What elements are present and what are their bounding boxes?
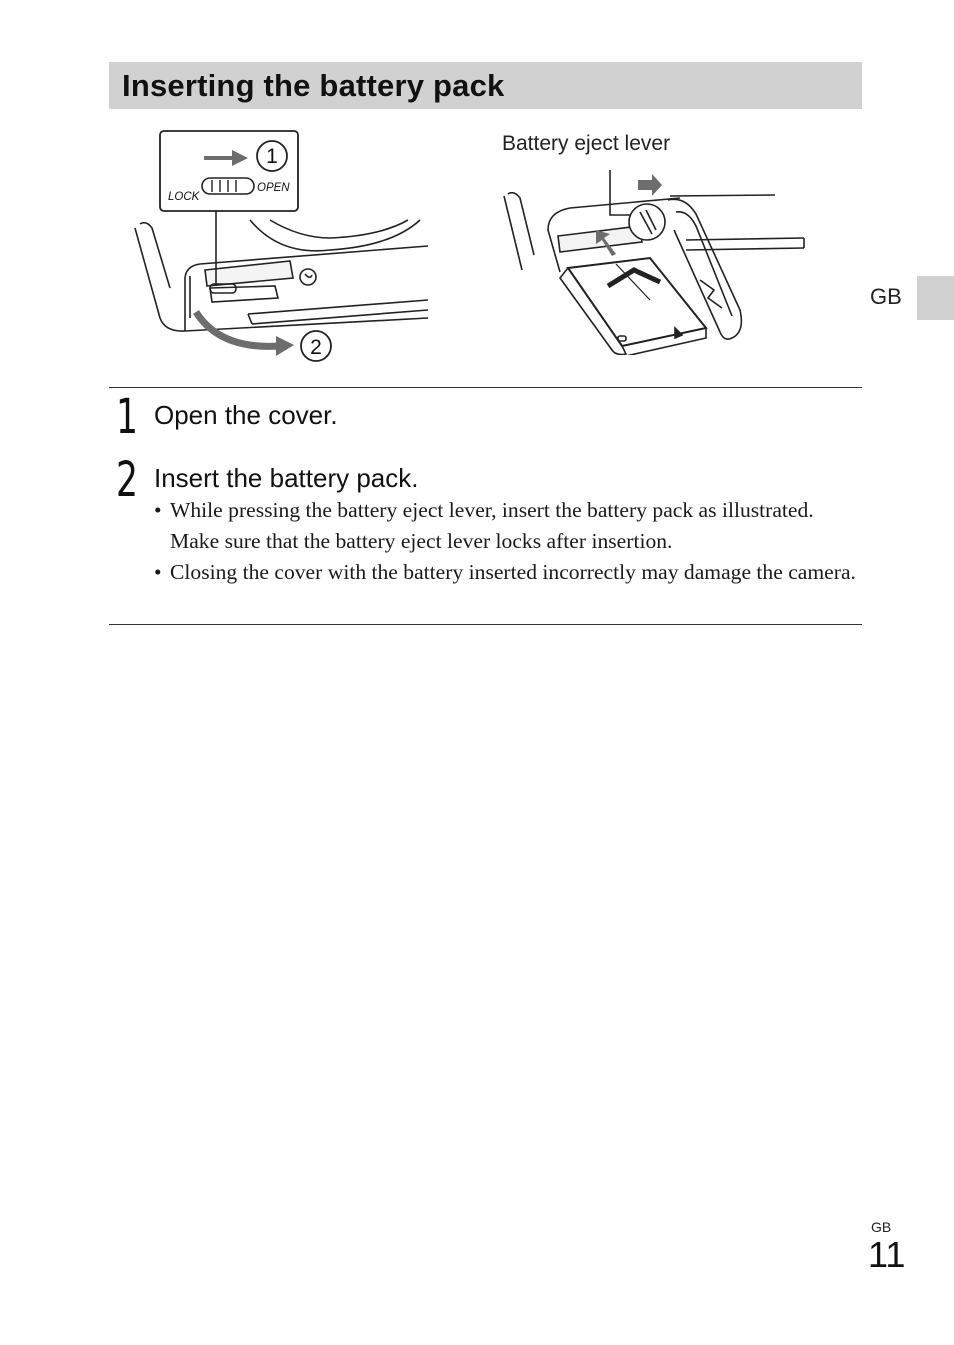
battery-eject-lever-callout: Battery eject lever: [502, 132, 671, 155]
open-label: OPEN: [257, 182, 290, 194]
section-header: [109, 62, 862, 109]
step-number: 2: [116, 452, 138, 508]
step-number: 1: [116, 389, 138, 445]
note-item: • Closing the cover with the battery inserted incorrectly may damage the camera.: [154, 557, 859, 588]
section-title: Inserting the battery pack: [122, 67, 505, 103]
step-2-notes: [154, 495, 859, 589]
step-title: Insert the battery pack.: [154, 463, 419, 493]
step-divider-top: [109, 387, 862, 388]
step-marker-2: 2: [310, 336, 322, 359]
step-title: Open the cover.: [154, 400, 338, 430]
footer-language: GB: [871, 1219, 892, 1235]
page-number: 11: [868, 1234, 906, 1275]
side-language-label: GB: [870, 284, 902, 309]
step-divider-bottom: [109, 624, 862, 625]
open-cover-illustration: [130, 128, 435, 368]
lock-label: LOCK: [168, 191, 200, 203]
step-marker-1: 1: [266, 145, 278, 168]
side-language-tab: [917, 276, 954, 320]
note-item: • While pressing the battery eject lever, insert the battery pack as illustrated. Make sure that the battery eject lever locks after insertion.: [154, 495, 859, 556]
insert-battery-illustration: [500, 160, 810, 355]
